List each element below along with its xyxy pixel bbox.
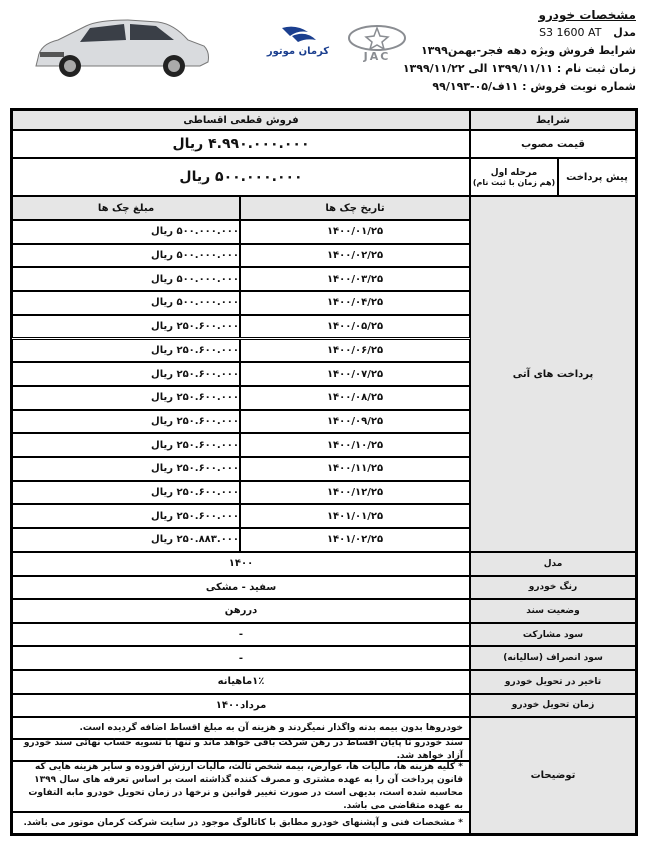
cheque-amount: ۵۰۰.۰۰۰.۰۰۰ ریال bbox=[12, 220, 240, 244]
cheque-amount: ۲۵۰.۶۰۰.۰۰۰ ریال bbox=[12, 504, 240, 528]
kerman-motor-logo bbox=[262, 24, 334, 64]
cheque-date: ۱۴۰۰/۰۵/۲۵ bbox=[240, 315, 470, 339]
spec-turn-label: شماره نوبت فروش : bbox=[522, 80, 636, 93]
cheque-amount-header: مبلغ چک ها bbox=[12, 196, 240, 220]
cheque-date: ۱۴۰۰/۰۸/۲۵ bbox=[240, 386, 470, 410]
cheque-amount: ۲۵۰.۶۰۰.۰۰۰ ریال bbox=[12, 362, 240, 386]
cheque-date: ۱۴۰۰/۱۲/۲۵ bbox=[240, 481, 470, 505]
spec-title: مشخصات خودرو bbox=[538, 8, 636, 22]
approved-price-label: قیمت مصوب bbox=[470, 130, 636, 158]
note-1: خودروها بدون بیمه بدنه واگذار نمیگردند و هزینه آن به مبلغ اقساط اضافه گردیده است. bbox=[12, 717, 470, 739]
notes-label: توضیحات bbox=[470, 717, 636, 834]
jac-logo bbox=[344, 24, 410, 64]
cheque-date: ۱۴۰۰/۰۷/۲۵ bbox=[240, 362, 470, 386]
note-2: سند خودرو تا پایان اقساط در رهن شرکت باقی خواهد ماند و تنها با تسویه حساب نهائی سند خودرو آزاد خواهد شد. bbox=[12, 739, 470, 761]
cheque-date: ۱۴۰۰/۰۴/۲۵ bbox=[240, 291, 470, 315]
conditions-header: شرایط bbox=[470, 110, 636, 130]
prepayment-label: پیش پرداخت bbox=[558, 158, 636, 196]
approved-price-value: ۴.۹۹۰.۰۰۰.۰۰۰ ریال bbox=[12, 130, 470, 158]
spec-reg-row bbox=[402, 60, 636, 78]
spec-turn-value: ۱۱ف/۰۵-۹۹/۱۹۳ bbox=[432, 80, 519, 93]
cheque-amount: ۲۵۰.۶۰۰.۰۰۰ ریال bbox=[12, 481, 240, 505]
info-value: مرداد۱۴۰۰ bbox=[12, 694, 470, 718]
cheque-date: ۱۴۰۰/۰۳/۲۵ bbox=[240, 267, 470, 291]
info-label: سود مشارکت bbox=[470, 623, 636, 647]
spec-model-label: مدل bbox=[613, 26, 636, 39]
note-3: * کلیه هزینه ها، مالیات ها، عوارض، بیمه شخص ثالث، مالیات ارزش افزوده و سایر هزینه هایی که قانون پرداخت آن را به عهده مشتری و مصرف کننده گذاشته است بر اساس تعرفه های سال ۱۳۹۹ محاسبه شده است، بدیهی است در صورت تغییر قوانین و نرخها در زمان تحویل خودرو مابه التفاوت به عهده متقاضی می باشد. bbox=[12, 761, 470, 812]
info-label: زمان تحویل خودرو bbox=[470, 694, 636, 718]
spec-reg-value: ۱۳۹۹/۱۱/۱۱ الی ۱۳۹۹/۱۱/۲۲ bbox=[402, 62, 554, 75]
info-value: ۱٪ماهیانه bbox=[12, 670, 470, 694]
suv-car-image bbox=[28, 14, 212, 80]
info-label: مدل bbox=[470, 552, 636, 576]
info-value: - bbox=[12, 646, 470, 670]
cheque-amount: ۲۵۰.۸۸۳.۰۰۰ ریال bbox=[12, 528, 240, 552]
first-stage-cell bbox=[470, 158, 558, 196]
cheque-amount: ۵۰۰.۰۰۰.۰۰۰ ریال bbox=[12, 291, 240, 315]
cheque-date: ۱۴۰۰/۱۱/۲۵ bbox=[240, 457, 470, 481]
header bbox=[0, 0, 650, 108]
cheque-amount: ۲۵۰.۶۰۰.۰۰۰ ریال bbox=[12, 433, 240, 457]
cheque-date: ۱۴۰۱/۰۱/۲۵ bbox=[240, 504, 470, 528]
info-value: دررهن bbox=[12, 599, 470, 623]
cheque-date: ۱۴۰۱/۰۲/۲۵ bbox=[240, 528, 470, 552]
cheque-amount: ۲۵۰.۶۰۰.۰۰۰ ریال bbox=[12, 457, 240, 481]
info-value: سفید - مشکی bbox=[12, 576, 470, 600]
spec-turn-row bbox=[416, 78, 636, 96]
spec-model-value: S3 1600 AT bbox=[539, 26, 602, 39]
info-label: تاخیر در تحویل خودرو bbox=[470, 670, 636, 694]
jac-text: JAC bbox=[363, 50, 391, 63]
spec-model-row bbox=[416, 24, 636, 42]
cheque-date: ۱۴۰۰/۱۰/۲۵ bbox=[240, 433, 470, 457]
note-4: * مشخصات فنی و آپشنهای خودرو مطابق با کاتالوگ موجود در سایت شرکت کرمان موتور می باشد. bbox=[12, 812, 470, 834]
first-stage-label: مرحله اول bbox=[490, 167, 538, 178]
cheque-amount: ۵۰۰.۰۰۰.۰۰۰ ریال bbox=[12, 244, 240, 268]
cheque-date-header: تاریخ چک ها bbox=[240, 196, 470, 220]
spec-conditions: شرایط فروش ویژه دهه فجر-بهمن۱۳۹۹ bbox=[420, 44, 636, 57]
sales-conditions-table bbox=[10, 108, 638, 836]
cheque-date: ۱۴۰۰/۰۲/۲۵ bbox=[240, 244, 470, 268]
cheque-amount: ۲۵۰.۶۰۰.۰۰۰ ریال bbox=[12, 315, 240, 339]
info-value: - bbox=[12, 623, 470, 647]
spec-reg-label: زمان ثبت نام : bbox=[556, 62, 636, 75]
cheque-date: ۱۴۰۰/۰۶/۲۵ bbox=[240, 339, 470, 363]
info-label: وضعیت سند bbox=[470, 599, 636, 623]
cheque-amount: ۲۵۰.۶۰۰.۰۰۰ ریال bbox=[12, 386, 240, 410]
info-label: سود انصراف (سالیانه) bbox=[470, 646, 636, 670]
info-label: رنگ خودرو bbox=[470, 576, 636, 600]
kerman-motor-text: کرمان موتور bbox=[266, 46, 330, 57]
cheque-amount: ۵۰۰.۰۰۰.۰۰۰ ریال bbox=[12, 267, 240, 291]
sale-type-cell: فروش قطعی اقساطی bbox=[12, 110, 470, 130]
first-stage-note: (هم زمان با ثبت نام) bbox=[472, 177, 556, 187]
cheque-date: ۱۴۰۰/۰۹/۲۵ bbox=[240, 410, 470, 434]
cheque-date: ۱۴۰۰/۰۱/۲۵ bbox=[240, 220, 470, 244]
cheque-amount: ۲۵۰.۶۰۰.۰۰۰ ریال bbox=[12, 410, 240, 434]
car-spec-block bbox=[402, 6, 636, 96]
cheque-amount: ۲۵۰.۶۰۰.۰۰۰ ریال bbox=[12, 339, 240, 363]
future-payments-label: پرداخت های آتی bbox=[470, 196, 636, 552]
info-value: ۱۴۰۰ bbox=[12, 552, 470, 576]
prepayment-value: ۵۰۰.۰۰۰.۰۰۰ ریال bbox=[12, 158, 470, 196]
